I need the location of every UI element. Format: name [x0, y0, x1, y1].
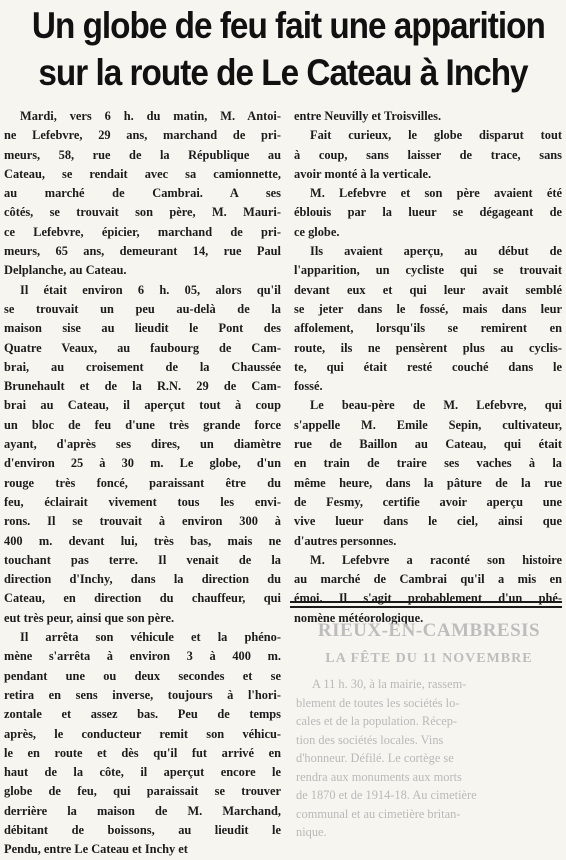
- left-column-line: après, le conducteur remit son véhicu-: [4, 726, 281, 741]
- article-headline: [31, 2, 545, 96]
- left-column-line: Quatre Veaux, au faubourg de Cam-: [4, 340, 281, 355]
- right-column-line: M. Lefebvre et son père avaient été: [310, 186, 562, 201]
- left-column-line: retira en sens inverse, toujours à l'hori-: [4, 687, 281, 702]
- left-column-line: brai au Cateau, il aperçut tout à coup: [4, 398, 281, 413]
- right-column-line: éblouis par la lueur se dégageant de: [294, 205, 562, 220]
- left-column-line: rouge très foncé, paraissant être du: [4, 475, 281, 490]
- left-column-line: haut de la côte, il aperçut encore le: [4, 765, 281, 780]
- left-column-line: un bloc de feu d'une très grande force: [4, 417, 281, 432]
- left-column-line: le en route et dès qu'il fut arrivé en: [4, 745, 281, 760]
- right-column-line: se jeter dans le fossé, mais dans leur: [294, 301, 562, 316]
- bleed-through-subheading: LA FÊTE DU 11 NOVEMBRE: [325, 651, 533, 666]
- right-column-line: te, qui était resté couché dans le: [294, 359, 562, 374]
- left-column-line: ce Lefebvre, épicier, marchand de pri-: [4, 224, 281, 239]
- left-column-line: meurs, 65 ans, demeurant 14, rue Paul: [4, 244, 281, 259]
- bleed-through-line: cales et de la population. Récep-: [296, 714, 458, 728]
- right-column-line: d'autres personnes.: [294, 533, 397, 548]
- right-column-line: de Fesmy, certifie avoir aperçu une: [294, 494, 562, 509]
- left-column-line: ne Lefebvre, 29 ans, marchand de pri-: [4, 128, 281, 143]
- left-column-line: se trouvait un peu au-delà de la: [4, 301, 281, 316]
- right-column-line: avoir monté à la verticale.: [294, 166, 432, 181]
- left-column-line: Cateau, se rendait avec sa camionnette,: [4, 166, 281, 181]
- left-column-line: débitant de boissons, au lieudit le: [4, 822, 281, 837]
- left-column-line: ayant, d'après ses dires, un diamètre: [4, 437, 281, 452]
- right-column-line: à coup, sans laisser de trace, sans: [294, 147, 562, 162]
- bleed-through-line: d'honneur. Défilé. Le cortège se: [296, 751, 454, 765]
- bleed-through-line: tion des sociétés locales. Vins: [296, 732, 444, 747]
- article-column-right: [294, 107, 562, 628]
- right-column-line: en train de traire ses vaches à la: [294, 456, 562, 471]
- left-column-line: touchant pas terre. Il venait de la: [4, 552, 281, 567]
- right-column-line: émoi. Il s'agit probablement d'un phé-: [294, 591, 562, 606]
- right-column-line: route, ils ne pensèrent plus au cyclis-: [294, 340, 562, 355]
- article-column-left: [4, 107, 281, 860]
- left-column-line: 400 m. devant lui, très bas, mais ne: [4, 533, 281, 548]
- right-column-line: entre Neuvilly et Troisvilles.: [294, 109, 442, 123]
- left-column-line: Brunehault et de la R.N. 29 de Cam-: [4, 379, 281, 394]
- left-column-line: Delplanche, au Cateau.: [4, 263, 127, 278]
- left-column-line: eut très peur, ainsi que son père.: [4, 610, 175, 625]
- right-column-line: nomène météorologique.: [294, 610, 424, 625]
- left-column-line: brai, au croisement de la Chaussée: [4, 359, 281, 374]
- bleed-through-line: communal et au cimetière britan-: [296, 806, 461, 821]
- right-column-line: au marché de Cambrai qu'il a mis en: [294, 572, 562, 587]
- left-column-line: Il était environ 6 h. 05, alors qu'il: [20, 282, 281, 297]
- bleed-through-line: nique.: [296, 825, 327, 839]
- right-column-line: vive lueur dans le ciel, ainsi que: [294, 514, 562, 529]
- left-column-line: mène s'arrêta à environ 3 à 400 m.: [4, 649, 281, 664]
- bleed-through-body: [296, 675, 562, 842]
- section-divider: [290, 601, 562, 608]
- right-column-line: s'appelle M. Emile Sepin, cultivateur,: [294, 417, 562, 432]
- left-column-line: Pendu, entre Le Cateau et Inchy et: [4, 842, 188, 857]
- bleed-through-line: blement de toutes les sociétés lo-: [296, 695, 460, 710]
- left-column-line: maison sise au lieudit le Pont des: [4, 321, 281, 336]
- right-column-line: l'apparition, un cycliste qui se trouvait: [294, 263, 562, 278]
- left-column-line: Mardi, vers 6 h. du matin, M. Antoi-: [20, 109, 281, 123]
- left-column-line: direction d'Inchy, dans la direction du: [4, 572, 281, 587]
- bleed-through-line: A 11 h. 30, à la mairie, rassem-: [312, 677, 467, 691]
- left-column-line: derrière la maison de M. Marchand,: [4, 803, 281, 818]
- headline-line-1: Un globe de feu fait une apparition: [31, 5, 545, 46]
- left-column-line: zontale et assez bas. Peu de temps: [4, 707, 281, 722]
- left-column-line: d'environ 25 à 30 m. Le globe, d'un: [4, 456, 281, 471]
- left-column-line: au marché de Cambrai. A ses: [4, 186, 281, 201]
- bleed-through-line: de 1870 et de 1914-18. Au cimetière: [296, 788, 477, 802]
- left-column-line: côtés, se trouvait son père, M. Mauri-: [4, 205, 281, 220]
- bleed-through-heading: RIEUX-EN-CAMBRESIS: [317, 620, 541, 641]
- right-column-line: fossé.: [294, 379, 323, 394]
- left-column-line: Il arrêta son véhicule et la phéno-: [20, 630, 281, 645]
- left-column-line: pendant une ou deux secondes et se: [4, 668, 281, 683]
- right-column-line: Ils avaient aperçu, au début de: [310, 244, 562, 259]
- right-column-line: ce globe.: [294, 224, 340, 239]
- left-column-line: meurs, 58, rue de la République au: [4, 147, 281, 162]
- bleed-through-line: rendra aux monuments aux morts: [296, 769, 462, 784]
- right-column-line: Fait curieux, le globe disparut tout: [310, 128, 562, 143]
- right-column-line: même heure, dans la pâture de la rue: [294, 475, 562, 490]
- headline-line-2: sur la route de Le Cateau à Inchy: [38, 52, 528, 93]
- right-column-line: devant eux et qui leur avait semblé: [294, 282, 562, 297]
- left-column-line: globe de feu, qui paraissait se trouver: [4, 784, 281, 799]
- left-column-line: feu, éclairait vivement tous les envi-: [4, 494, 281, 509]
- right-column-line: M. Lefebvre a raconté son histoire: [310, 552, 562, 567]
- right-column-line: affolement, lorsqu'ils se remirent en: [294, 321, 562, 336]
- left-column-line: Cateau, en direction du chauffeur, qui: [4, 591, 281, 606]
- left-column-line: rons. Il se trouvait à environ 300 à: [4, 514, 281, 529]
- right-column-line: Le beau-père de M. Lefebvre, qui: [310, 398, 562, 413]
- right-column-line: rue de Baillon au Cateau, qui était: [294, 437, 562, 452]
